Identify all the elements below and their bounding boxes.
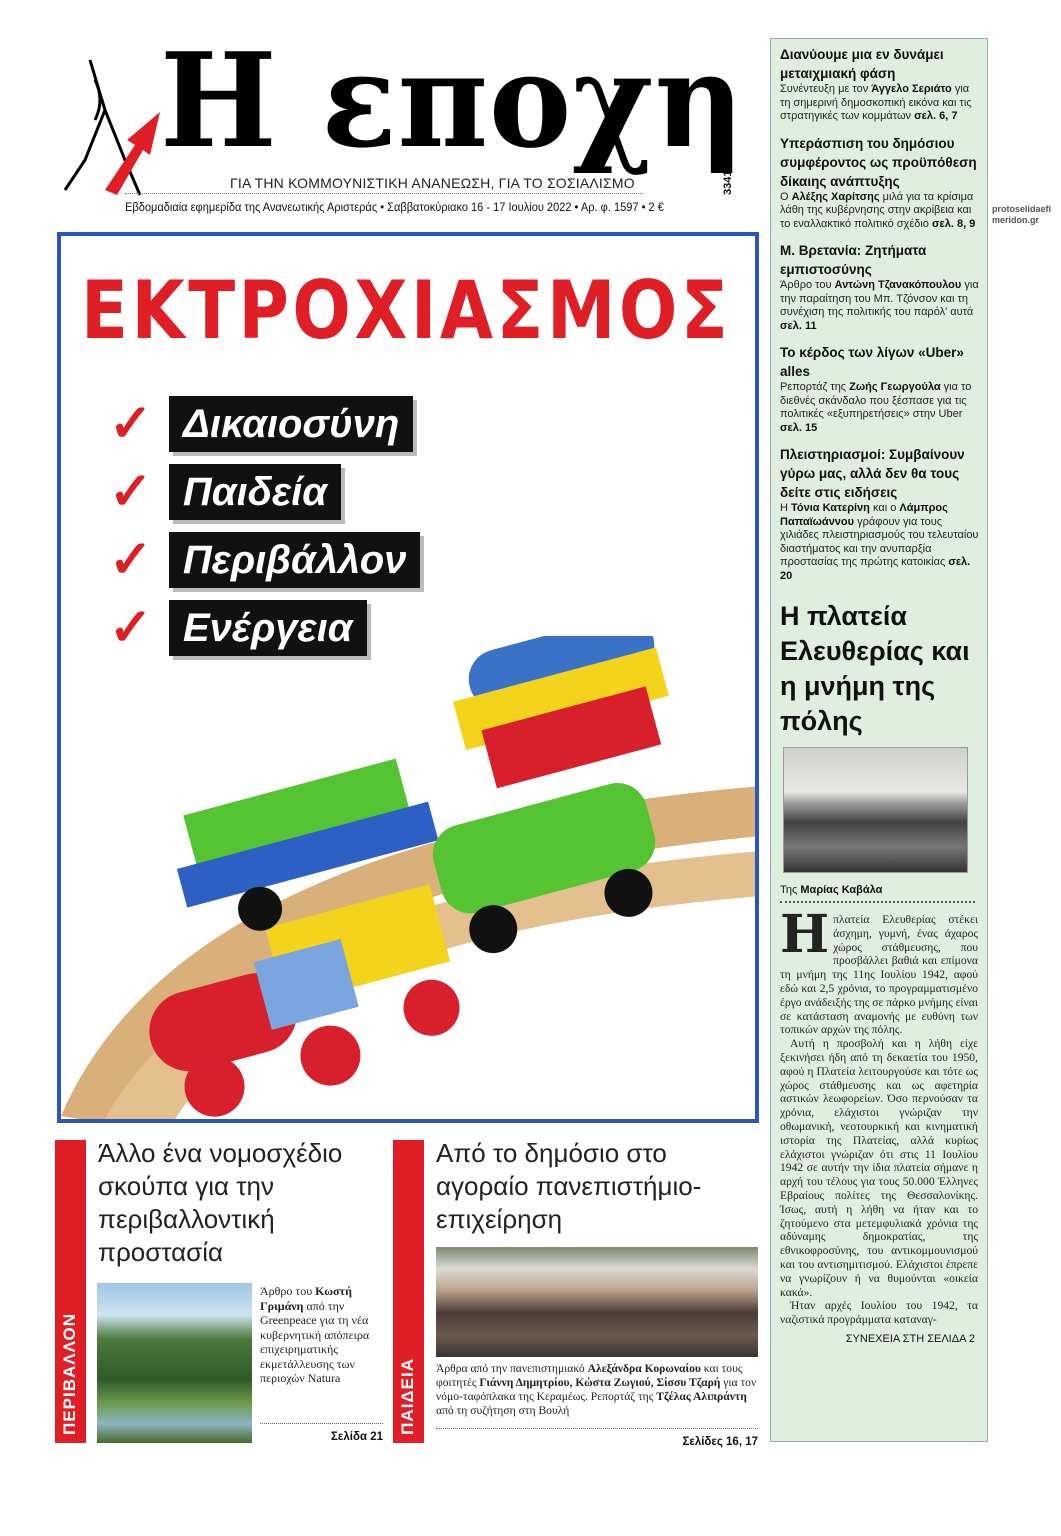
story-text-column [436,1362,758,1449]
story-summary: Η Τόνια Κατερίνη και ο Λάμπρος Παπαϊωάννου γράφουν για τους χιλιάδες πλειστηριασμούς του τελευταίου διαστήματος και την ανυπαρξία προστασίας της πρώτης κατοικίας σελ. 20 [780,502,979,582]
masthead-title: Η εποχη [160,24,746,177]
topic-label: Περιβάλλον [169,532,420,588]
sidebar-story[interactable] [780,45,980,124]
page-ref: σελ. 6, 7 [914,110,958,122]
toy-train-image [61,636,759,1123]
section-label: ΠΑΙΔΕΙΑ [393,1140,424,1443]
divider [125,193,643,194]
topic-item [109,464,341,520]
story-summary: Άρθρο του Αντώνη Τζανακόπουλου για την παραίτηση του Μπ. Τζόνσον και τη συνέχιση της πολιτικής του παρόλ' αυτά σελ. 11 [780,279,979,332]
watermark: protoselidaefimeridon.gr [992,204,1052,225]
landscape-photo [97,1283,252,1443]
sidebar-story[interactable] [780,343,980,435]
story-summary: Άρθρο του Κωστή Γριμάνη από την Greenpeace για τη νέα κυβερνητική απόπειρα επιχειρηματικής εκμετάλλευσης των περιοχών Natura [260,1284,370,1385]
main-headline: ΕΚΤΡΟΧΙΑΣΜΟΣ [81,264,732,357]
checkmark-icon: ✓ [109,395,153,453]
feature-photo [783,747,968,873]
story-summary: Ο Αλέξης Χαρίτσης μιλά για τα κρίσιμα λάθη της κυβέρνησης στην ακρίβεια και το εναλλακτικό πολιτικό σχέδιο σελ. 8, 9 [780,190,976,230]
page-ref: σελ. 15 [780,421,818,434]
section-label: ΠΕΡΙΒΑΛΛΟΝ [55,1140,86,1443]
story-summary: Ρεπορτάζ της Ζωής Γεωργούλα για το διεθνές σκάνδαλο που ξέσπασε για τις πολιτικές «εξυπηρετήσεις» στην Uber σελ. 15 [780,381,972,434]
topic-label: Ενέργεια [169,600,367,656]
topic-label: Δικαιοσύνη [169,396,413,452]
story-title: Το κέρδος των λίγων «Uber» alles [780,345,964,379]
topic-label: Παιδεία [169,464,341,520]
sidebar-story[interactable] [780,241,980,333]
story-summary: Άρθρα από την πανεπιστημιακό Αλεξάνδρα Κορωναίου και τους φοιτητές Γιάννη Δημητρίου, Κώστα Ζωγιού, Σίσσυ Τζαρή για τον νόμο-ταφόπλακα της Κεραμέως. Ρεπορτάζ της Τζέλας Αλιπράντη από τη συζήτηση στη Βουλή [436,1362,757,1417]
pen-logo-icon [55,50,165,200]
story-text-column [260,1284,383,1444]
story-title: Μ. Βρετανία: Ζητήματα εμπιστοσύνης [780,243,927,277]
masthead-slogan: ΓΙΑ ΤΗΝ ΚΟΜΜΟΥΝΙΣΤΙΚΗ ΑΝΑΝΕΩΣΗ, ΓΙΑ ΤΟ ΣΟΣΙΑΛΙΣΜΟ [230,175,635,191]
story-headline[interactable]: Άλλο ένα νομοσχέδιο σκούπα για την περιβαλλοντική προστασία [98,1138,343,1267]
story-headline[interactable]: Από το δημόσιο στο αγοραίο πανεπιστήμιο-επιχείρηση [436,1138,702,1234]
checkmark-icon: ✓ [109,599,153,657]
page-ref: σελ. 11 [780,319,817,332]
issue-code: 3341 [722,170,734,195]
drop-cap: Η [780,904,830,965]
checkmark-icon: ✓ [109,531,153,589]
topic-item [109,396,413,452]
sidebar [770,38,988,1442]
story-title: Διανύουμε μια εν δυνάμει μεταιχμιακή φάση [780,47,944,81]
byline: Της Μαρίας Καβάλα [780,883,975,903]
topic-item [109,532,420,588]
checkmark-icon: ✓ [109,463,153,521]
story-title: Υπεράσπιση του δημόσιου συμφέροντος ως προϋπόθεση δίκαιης ανάπτυξης [780,135,977,189]
story-title: Πλειστηριασμοί: Συμβαίνουν γύρω μας, αλλά δεν θα τους δείτε στις ειδήσεις [780,447,965,500]
story-summary: Συνέντευξη με τον Άγγελο Σεριάτο για τη σημερινή δημοσκοπική εικόνα και τις στρατηγικές των κομμάτων σελ. 6, 7 [780,83,972,122]
issue-line: Εβδομαδιαία εφημερίδα της Ανανεωτικής Αριστεράς • Σαββατοκύριακο 16 - 17 Ιουλίου 2022 • Αρ. φ. 1597 • 2 € [125,200,664,214]
page-ref[interactable]: Σελίδες 16, 17 [436,1428,758,1449]
protest-photo [436,1247,758,1357]
continued-link[interactable]: ΣΥΝΕΧΕΙΑ ΣΤΗ ΣΕΛΙΔΑ 2 [845,1332,975,1345]
feature-headline[interactable]: Η πλατεία Ελευθερίας και η μνήμη της πόλης [780,601,970,736]
feature-body: Ηπλατεία Ελευθερίας στέκει άσχημη, γυμνή, ένας άχαρος χώρος στάθμευσης, που προσβάλλει βαθιά και επίμονα τη μνήμη της 11ης Ιουλίου 1942, αφού εδώ και 2,5 χρόνια, το προγραμματισμένο έργο ανάδειξής της σε πάρκο μνήμης είναι σε κατάσταση αναμονής με ευθύνη των τοπικών αρχών της πόλης. Αυτή η προσβολή και η λήθη είχε ξεκινήσει ήδη από τη δεκαετία του 1950, αφού η Πλατεία λειτουργούσε και τότε ως χώρος στάθμευσης και ως αφετηρία αστικών λεωφορείων. Όσο περνούσαν τα χρόνια, ελάχιστοι γνώριζαν την οθωμανική, νεοτουρκική και κινηματική ιστορία της Πλατείας, αλλά κυρίως ελάχιστοι γνώριζαν ότι στις 11 Ιουλίου 1942 σε αυτήν την ίδια πλατεία σήμανε η αρχή του τέλους για τους 50.000 Έλληνες Εβραίους πολίτες της Θεσσαλονίκης. Ίσως, αυτή η λήθη να ήταν και το ζητούμενο στα μετεμφυλιακά χρόνια της αδύναμης δημοκρατίας, της εθνικοφροσύνης, του αντικομμουνισμού και του αντισημιτισμού. Ελάχιστοι έπρεπε να γνωρίζουν ή να θυμούνται «οικεία κακά». Ήταν αρχές Ιουλίου του 1942, τα ναζιστικά προγράμματα καταναγ- [780,904,978,1327]
sidebar-story[interactable] [780,445,980,583]
sidebar-story[interactable] [780,134,980,232]
page-ref: σελ. 8, 9 [931,217,976,230]
page-ref: σελ. 20 [780,556,971,582]
main-story[interactable] [57,232,759,1123]
page-ref[interactable]: Σελίδα 21 [260,1423,383,1444]
